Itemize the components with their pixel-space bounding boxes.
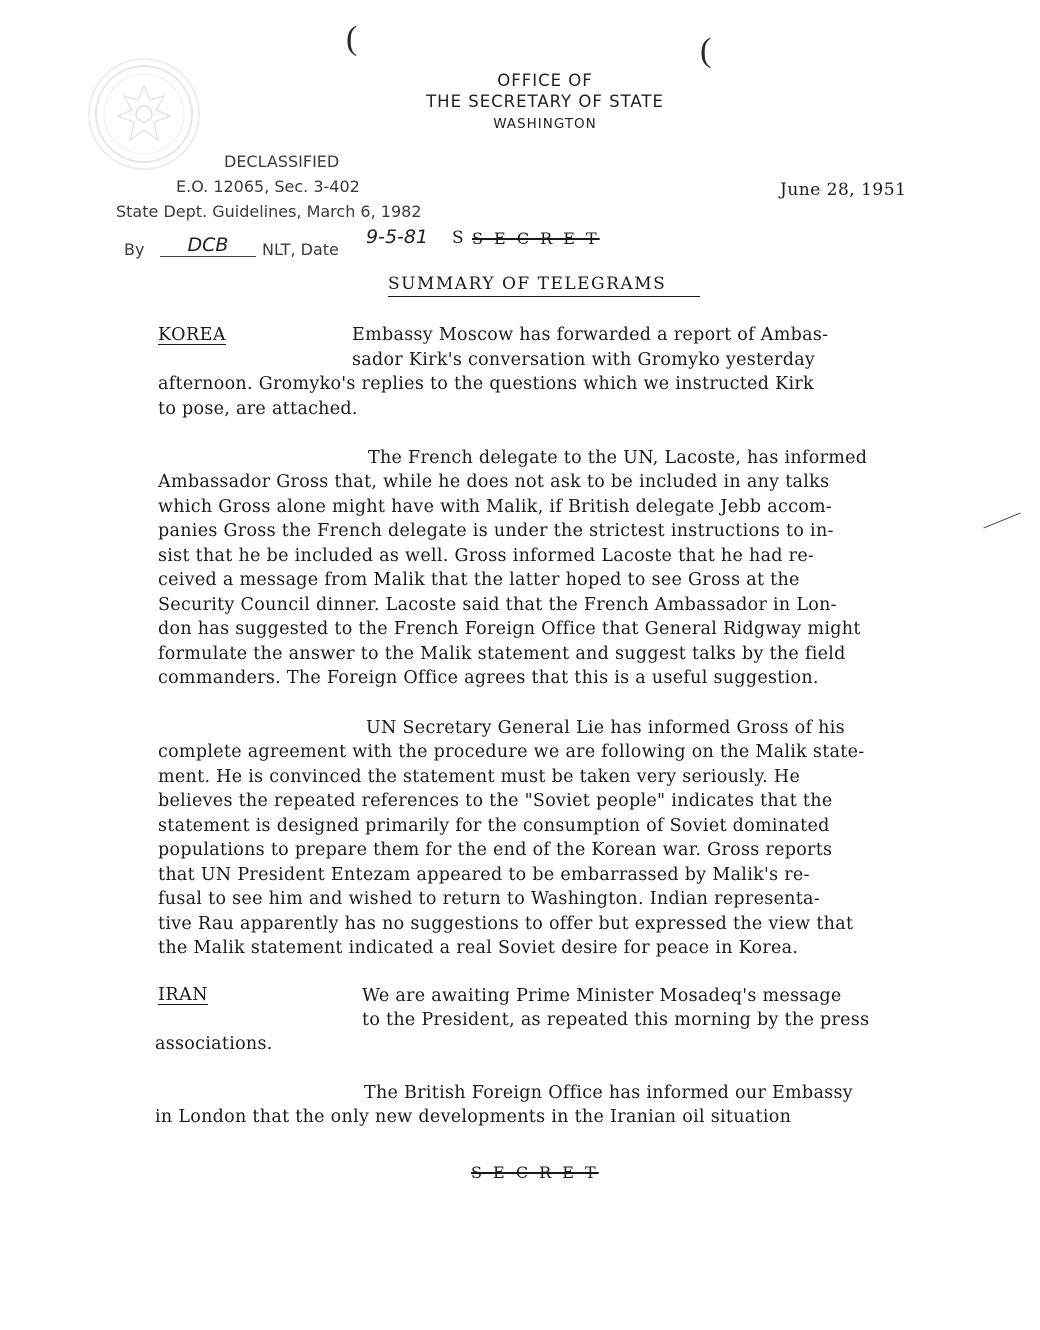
title-underline xyxy=(388,296,700,297)
paragraph-line: statement is designed primarily for the consumption of Soviet dominated xyxy=(158,815,830,836)
paragraph-line: ceived a message from Malik that the latter hoped to see Gross at the xyxy=(158,570,800,590)
declassification-by-signature: DCB xyxy=(160,234,256,257)
section-heading-korea: KOREA xyxy=(158,325,227,345)
paragraph-line: panies Gross the French delegate is under the strictest instructions to in- xyxy=(158,521,834,541)
paragraph-line: formulate the answer to the Malik statement and suggest talks by the field xyxy=(158,643,846,664)
paragraph-line: The French delegate to the UN, Lacoste, has informed xyxy=(368,448,868,468)
paragraph-line: afternoon. Gromyko's replies to the questions which we instructed Kirk xyxy=(158,374,814,394)
paragraph-line: which Gross alone might have with Malik, if British delegate Jebb accom- xyxy=(158,496,833,517)
declassification-date: 9-5-81 xyxy=(366,226,429,248)
korea-paragraph-2 xyxy=(158,470,861,691)
korea-paragraph-3 xyxy=(158,740,864,961)
margin-pencil-stroke xyxy=(983,513,1020,529)
letterhead xyxy=(340,70,750,133)
eagle-seal-icon xyxy=(90,60,198,168)
declassification-guidelines: State Dept. Guidelines, March 6, 1982 xyxy=(116,202,422,221)
paragraph-line: believes the repeated references to the "Soviet people" indicates that the xyxy=(158,791,833,811)
pencil-mark: ( xyxy=(700,32,712,69)
paragraph-line: Ambassador Gross that, while he does not ask to be included in any talks xyxy=(158,472,830,492)
paragraph-line: commanders. The Foreign Office agrees that this is a useful suggestion. xyxy=(158,668,819,688)
paragraph-line: Security Council dinner. Lacoste said that the French Ambassador in Lon- xyxy=(158,594,837,615)
paragraph-line: in London that the only new developments in the Iranian oil situation xyxy=(155,1107,792,1127)
section-heading-iran: IRAN xyxy=(158,985,209,1005)
paragraph-line: to the President, as repeated this morning by the press xyxy=(362,1010,870,1030)
paragraph-line: Embassy Moscow has forwarded a report of Ambas- xyxy=(352,325,829,345)
letterhead-line-2: THE SECRETARY OF STATE xyxy=(426,92,664,112)
classification-marking: S E C R E T xyxy=(472,229,600,248)
paragraph-line: The British Foreign Office has informed our Embassy xyxy=(364,1083,853,1103)
paragraph-line: to pose, are attached. xyxy=(158,399,358,419)
paragraph-line: populations to prepare them for the end of the Korean war. Gross reports xyxy=(158,840,833,860)
paragraph-line: sist that he be included as well. Gross informed Lacoste that he had re- xyxy=(158,545,815,566)
paragraph-line: don has suggested to the French Foreign Office that General Ridgway might xyxy=(158,619,861,639)
document-title: SUMMARY OF TELEGRAMS xyxy=(388,274,667,294)
paragraph-line: associations. xyxy=(155,1034,273,1054)
pencil-mark: ( xyxy=(346,20,358,57)
paragraph-line: complete agreement with the procedure we are following on the Malik state- xyxy=(158,742,865,762)
paragraph-line: the Malik statement indicated a real Soviet desire for peace in Korea. xyxy=(158,938,799,958)
paragraph-line: We are awaiting Prime Minister Mosadeq's message xyxy=(362,986,842,1006)
declassification-order: E.O. 12065, Sec. 3-402 xyxy=(176,177,360,196)
declassified-stamp: DECLASSIFIED xyxy=(224,152,340,171)
document-date: June 28, 1951 xyxy=(780,180,907,200)
paragraph-line: ment. He is convinced the statement must be taken very seriously. He xyxy=(158,766,801,787)
paragraph-line: sador Kirk's conversation with Gromyko yesterday xyxy=(352,350,816,370)
paragraph-line: fusal to see him and wished to return to Washington. Indian representa- xyxy=(158,889,821,909)
declassification-by-label: By xyxy=(124,240,145,259)
paragraph-line: UN Secretary General Lie has informed Gross of his xyxy=(366,718,845,738)
paragraph-line: that UN President Entezam appeared to be embarrassed by Malik's re- xyxy=(158,864,810,885)
letterhead-line-1: OFFICE OF xyxy=(497,71,593,90)
letterhead-line-3: WASHINGTON xyxy=(493,115,597,132)
declassification-nlt-label: NLT, Date xyxy=(262,240,339,259)
paragraph-line: tive Rau apparently has no suggestions to offer but expressed the view that xyxy=(158,913,854,934)
classification-handwritten: S xyxy=(452,228,464,248)
state-department-seal xyxy=(88,58,200,170)
footer-classification-marking: S E C R E T xyxy=(471,1163,599,1182)
